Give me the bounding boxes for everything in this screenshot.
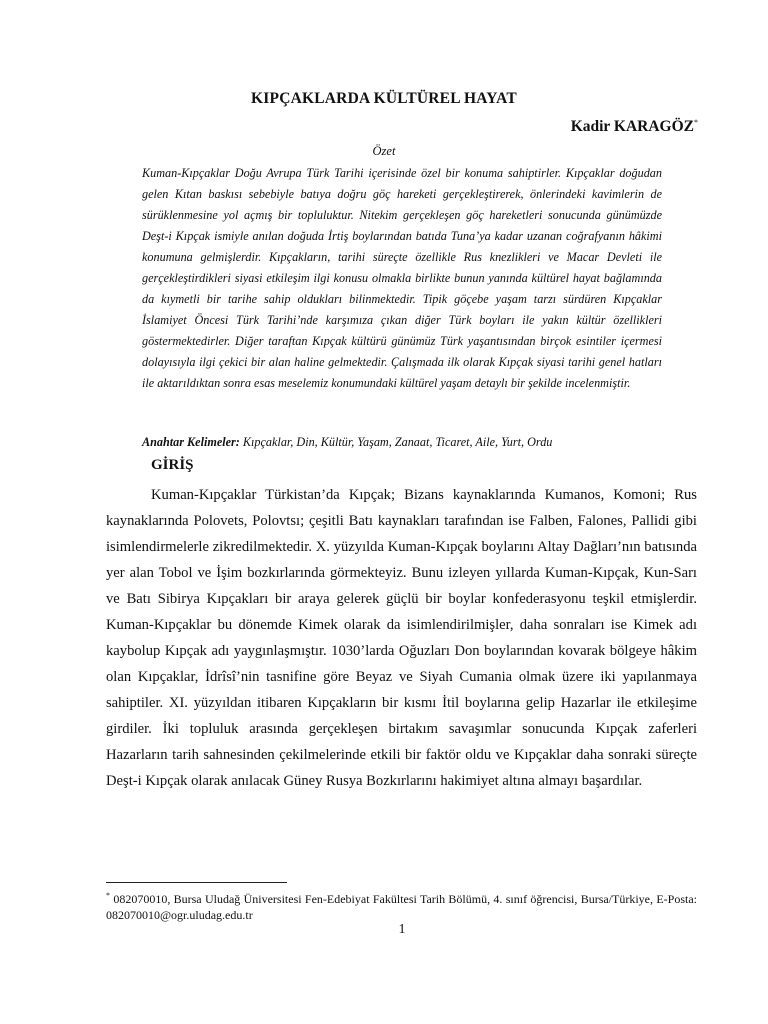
abstract-heading: Özet (372, 144, 396, 158)
keywords-list: Kıpçaklar, Din, Kültür, Yaşam, Zanaat, Ticaret, Aile, Yurt, Ordu (242, 435, 553, 449)
author-name (571, 118, 698, 136)
intro-paragraph: Kuman-Kıpçaklar Türkistan’da Kıpçak; Bizans kaynaklarında Kumanos, Komoni; Rus kaynaklarında Polovets, Polovtsı; çeşitli Batı kaynakları tarafından ise Falben, Falones, Pallidi gibi isimlendirmelerle zikredilmektedir. X. yüzyılda Kuman-Kıpçak boylarını Altay Dağları’nın batısında yer alan Tobol ve İşim bozkırlarında görmekteyiz. Bunu izleyen yıllarda Kuman-Kıpçak, Kun-Sarı ve Batı Sibirya Kıpçakları bir araya gelerek güçlü bir boylar konfederasyonu teşkil etmişlerdir. Kuman-Kıpçaklar bu dönemde Kimek olarak da isimlendirilmişler, daha sonraları ise Kimek adı kaybolup Kıpçak adı yaygınlaşmıştır. 1030’larda Oğuzları Don boylarından kovarak bölgeye hâkim olan Kıpçaklar, İdrîsî’nin tasnifine göre Beyaz ve Siyah Cumania olmak üzere iki yapılanmaya sahiptiler. XI. yüzyıldan itibaren Kıpçakların bir kısmı İtil boylarına gelip Hazarlar ile etkileşime girdiler. İki topluluk arasında gerçekleşen birtakım savaşımlar sonucunda Kıpçak zaferleri Hazarların tarih sahnesinden çekilmelerinde etkili bir faktör oldu ve Kıpçaklar daha sonraki süreçte Deşt-i Kıpçak olarak anılacak Güney Rusya Bozkırlarını hakimiyet altına almayı başardılar. (106, 487, 697, 789)
document-title: KIPÇAKLARDA KÜLTÜREL HAYAT (251, 90, 517, 107)
footnote (106, 888, 697, 923)
author-name-text: Kadir KARAGÖZ (570, 118, 694, 136)
page-number: 1 (398, 922, 406, 937)
footnote-marker: * (106, 891, 110, 900)
keywords-line (142, 433, 662, 451)
section-heading: GİRİŞ (151, 457, 194, 473)
footnote-divider (106, 882, 287, 883)
author-footnote-marker: * (694, 118, 698, 127)
abstract-text: Kuman-Kıpçaklar Doğu Avrupa Türk Tarihi içerisinde özel bir konuma sahiptirler. Kıpçaklar doğudan gelen Kıtan baskısı sebebiyle batıya doğru göç hareketi gerçekleştirerek, önlerindeki kavimlerin de sürüklenmesine yol açmış bir topluluktur. Nitekim gerçekleşen göç hareketleri sonucunda günümüzde Deşt-i Kıpçak ismiyle anılan doğuda İrtiş boylarından batıda Tuna’ya kadar uzanan coğrafyanın hâkimi konumuna gelmişlerdir. Kıpçakların, tarihi süreçte özellikle Rus knezlikleri ve Macar Devleti ile gerçekleştirdikleri siyasi etkileşim ilgi konusu olmakla birlikte bunun yanında kültürel hayat bağlamında da kıymetli bir tarihe sahip oldukları bilinmektedir. Tipik göçebe yaşam tarzı sürdüren Kıpçaklar İslamiyet Öncesi Türk Tarihi’nde karşımıza çıkan diğer Türk boyları ile yakın kültür özellikleri göstermektedirler. Diğer taraftan Kıpçak kültürü günümüz Türk yaşantısından birçok esintiler içermesi dolayısıyla ilgi çekici bir alan haline gelmektedir. Çalışmada ilk olarak Kıpçak siyasi tarihi genel hatları ile aktarıldıktan sonra esas meselemiz konumundaki kültürel yaşam detaylı bir şekilde incelenmiştir. (142, 166, 662, 390)
footnote-text: 082070010, Bursa Uludağ Üniversitesi Fen-Edebiyat Fakültesi Tarih Bölümü, 4. sınıf öğrencisi, Bursa/Türkiye, E-Posta: 082070010@ogr.uludag.edu.tr (106, 892, 697, 922)
keywords-label: Anahtar Kelimeler: (142, 435, 240, 449)
